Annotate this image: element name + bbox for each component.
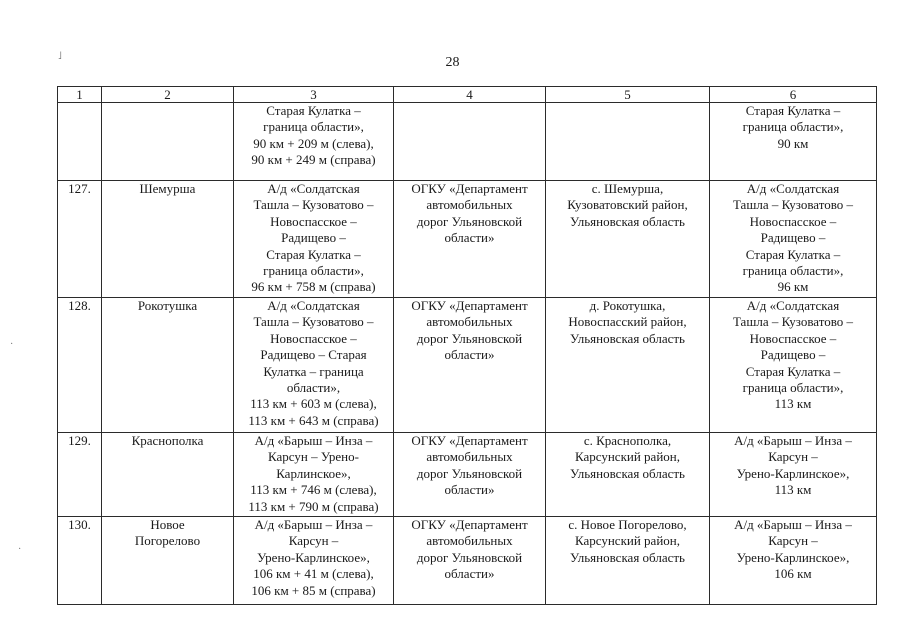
road-line: Карсун – Урено- [268,449,359,465]
owner-line: дорог Ульяновской [416,213,523,229]
location-line: Ульяновская область [570,465,685,481]
owner-line: ОГКУ «Департамент [411,517,528,532]
section-line: граница области», [742,380,844,396]
name-line: Новое [150,517,185,532]
cell-name [102,517,234,605]
column-number-row [58,87,877,103]
location-line: Ульяновская область [570,549,685,565]
name-line: Рокотушка [137,298,198,313]
road-line: Ташла – Кузоватово – [253,314,374,330]
cell-location [546,298,710,433]
page-number: 28 [445,55,460,70]
road-line: области», [286,380,341,396]
table-row [58,103,877,181]
cell-section [710,103,877,181]
cell-owner [394,103,546,181]
cell-owner [394,298,546,433]
road-line: 113 км + 790 м (справа) [248,498,379,514]
column-number-2: 2 [102,87,234,103]
road-line: Кулатка – граница [263,363,364,379]
owner-line: дорог Ульяновской [416,330,523,346]
cell-num: 130. [58,517,102,605]
location-line: с. Краснополка, [583,433,672,448]
road-line: Карлинское», [276,465,351,481]
cell-section [710,517,877,605]
cell-road [234,517,394,605]
scan-speck: · [10,339,14,350]
road-line: А/д «Барыш – Инза – [254,433,373,448]
location-line: д. Рокотушка, [589,298,666,313]
location-line: Карсунский район, [574,533,680,549]
cell-name [102,298,234,433]
owner-line: автомобильных [426,449,513,465]
location-line: Ульяновская область [570,330,685,346]
cell-section [710,298,877,433]
location-line: с. Шемурша, [591,181,664,196]
table-row [58,181,877,298]
section-line: Радищево – [760,230,826,246]
cell-num [58,103,102,181]
cell-section [710,181,877,298]
table-row [58,517,877,605]
road-line: А/д «Солдатская [267,298,360,313]
owner-line: автомобильных [426,197,513,213]
cell-road [234,103,394,181]
section-line: Старая Кулатка – [745,103,841,118]
road-line: 113 км + 643 м (справа) [248,412,379,428]
cell-location [546,517,710,605]
name-line: Краснополка [131,433,204,448]
cell-num: 127. [58,181,102,298]
road-line: 113 км + 603 м (слева), [250,396,377,412]
section-line: Старая Кулатка – [745,363,841,379]
road-line: 90 км + 249 м (справа) [251,152,376,168]
location-line: с. Новое Погорелово, [568,517,687,532]
road-line: Урено-Карлинское», [257,549,370,565]
section-line: А/д «Барыш – Инза – [734,433,852,448]
table-row [58,433,877,517]
section-line: Урено-Карлинское», [736,465,850,481]
section-line: Старая Кулатка – [745,246,841,262]
cell-name [102,433,234,517]
name-line: Погорелово [134,533,201,549]
cell-name [102,103,234,181]
scan-speck: · [18,544,22,555]
road-line: 106 км + 41 м (слева), [253,566,374,582]
road-line: Старая Кулатка – [266,103,361,118]
road-line: 90 км + 209 м (слева), [253,135,374,151]
cell-owner [394,517,546,605]
section-line: А/д «Солдатская [746,181,840,196]
cell-location [546,433,710,517]
road-line: Карсун – [288,533,339,549]
owner-line: дорог Ульяновской [416,465,523,481]
column-number-1: 1 [58,87,102,103]
cell-section [710,433,877,517]
cell-num: 129. [58,433,102,517]
road-line: 106 км + 85 м (справа) [251,582,376,598]
owner-line: ОГКУ «Департамент [411,181,528,196]
column-number-6: 6 [710,87,877,103]
cell-road [234,298,394,433]
owner-line: области» [444,482,495,498]
cell-owner [394,181,546,298]
section-line: граница области», [742,263,844,279]
cell-road [234,433,394,517]
section-line: Ташла – Кузоватово – [732,314,854,330]
section-line: 113 км [774,396,812,412]
section-line: Урено-Карлинское», [736,549,850,565]
column-number-4: 4 [394,87,546,103]
section-line: Ташла – Кузоватово – [732,197,854,213]
table-body [58,87,877,605]
scan-speck: ˩ [58,51,62,62]
owner-line: автомобильных [426,533,513,549]
owner-line: ОГКУ «Департамент [411,298,528,313]
cell-name [102,181,234,298]
road-line: Новоспасское – [270,330,357,346]
section-line: 90 км [777,135,809,151]
registry-table [57,86,877,605]
road-line: граница области», [263,119,364,135]
location-line: Новоспасский район, [568,314,687,330]
cell-owner [394,433,546,517]
road-line: А/д «Солдатская [267,181,360,196]
road-line: 96 км + 758 м (справа) [251,279,376,295]
column-number-5: 5 [546,87,710,103]
section-line: Новоспасское – [749,330,837,346]
section-line: 96 км [777,279,809,295]
location-line: Карсунский район, [574,449,680,465]
cell-num: 128. [58,298,102,433]
location-line: Кузоватовский район, [567,197,688,213]
road-line: Радищево – Старая [260,347,367,363]
owner-line: ОГКУ «Департамент [411,433,528,448]
section-line: 106 км [774,566,812,582]
section-line: Новоспасское – [749,213,837,229]
road-line: А/д «Барыш – Инза – [254,517,373,532]
road-line: Радищево – [281,230,346,246]
section-line: А/д «Барыш – Инза – [734,517,852,532]
section-line: А/д «Солдатская [746,298,840,313]
road-line: Новоспасское – [270,213,357,229]
owner-line: автомобильных [426,314,513,330]
owner-line: дорог Ульяновской [416,549,523,565]
owner-line: области» [444,347,495,363]
road-line: Ташла – Кузоватово – [253,197,374,213]
section-line: граница области», [742,119,844,135]
section-line: Карсун – [768,449,818,465]
road-line: Старая Кулатка – [266,246,361,262]
owner-line: области» [444,566,495,582]
column-number-3: 3 [234,87,394,103]
name-line: Шемурша [139,181,196,196]
cell-location [546,181,710,298]
road-line: 113 км + 746 м (слева), [250,482,377,498]
road-line: граница области», [263,263,364,279]
section-line: Радищево – [760,347,826,363]
location-line: Ульяновская область [570,213,685,229]
cell-location [546,103,710,181]
table-row [58,298,877,433]
owner-line: области» [444,230,495,246]
cell-road [234,181,394,298]
section-line: 113 км [774,482,812,498]
section-line: Карсун – [768,533,818,549]
